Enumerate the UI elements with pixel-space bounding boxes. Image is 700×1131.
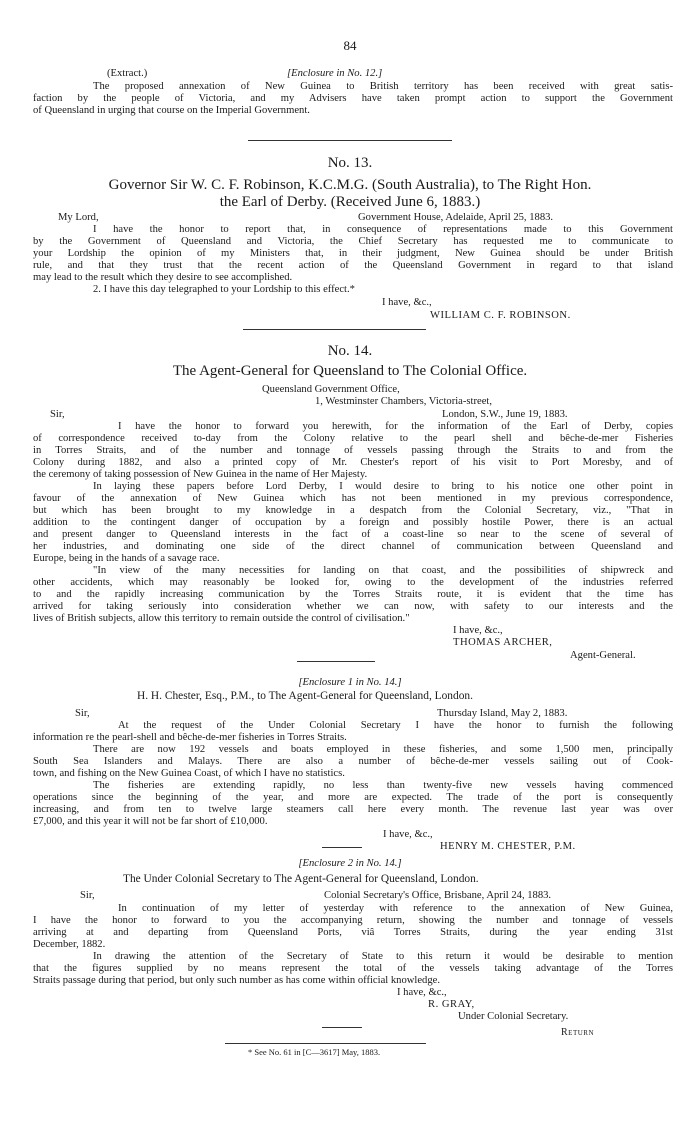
extract-line-2: faction by the people of Victoria, and my Advisers have taken prompt action to support the Government (33, 93, 673, 104)
no14-title: The Agent-General for Queensland to The Colonial Office. (172, 363, 528, 379)
no14-line-14: other accidents, which may reasonably be looked for, owing to the development of the industries referred (33, 577, 673, 588)
no13-line-3: your Lordship the opinion of my Ministers that, in their judgment, New Guinea should be under British (33, 248, 673, 259)
enc1-line-8: increasing, and from ten to twelve large steamers call here every month. The revenue last year was over (33, 804, 673, 815)
enc1-line-4: South Sea Islanders and Malays. There are also a number of bêche-de-mer vessels sailing out of Cook- (33, 756, 673, 767)
enc2-line-1: In continuation of my letter of yesterday with reference to the annexation of New Guinea, (118, 903, 673, 914)
catchword: Return (561, 1027, 595, 1038)
no13-line-4: rule, and that they trust that the recent action of the Queensland Government in regard to that island (33, 260, 673, 271)
no14-line-9: addition to the contingent danger of occupation by a foreign and possibly hostile Power, there is an actual (33, 517, 673, 528)
no14-line-15: to and the rapidly increasing communication by the Torres Straits route, it is evident that the time has (33, 589, 673, 600)
extract-line-3: of Queensland in urging that course on the Imperial Government. (33, 105, 310, 116)
divider (322, 1027, 362, 1028)
enc1-title: H. H. Chester, Esq., P.M., to The Agent-General for Queensland, London. (137, 690, 473, 702)
no14-line-17: lives of British subjects, allow this territory to remain outside the control of civilisation." (33, 613, 410, 624)
no14-address3: London, S.W., June 19, 1883. (442, 409, 568, 420)
enc2-title: The Under Colonial Secretary to The Agent-General for Queensland, London. (123, 873, 479, 885)
enc1-line-5: town, and fishing on the New Guinea Coast, of which I have no statistics. (33, 768, 345, 779)
no14-salutation: Sir, (50, 409, 65, 420)
no14-line-13: "In view of the many necessities for landing on that coast, and the possibilities of shipwreck and (93, 565, 673, 576)
no13-title-line1: Governor Sir W. C. F. Robinson, K.C.M.G. (South Australia), to The Right Hon. (108, 177, 592, 193)
no13-line-5: may lead to the result which they desire to see accomplished. (33, 272, 293, 283)
enc1-line-9: £7,000, and this year it will not be far short of £10,000. (33, 816, 268, 827)
enc2-closing: I have, &c., (397, 987, 447, 998)
no13-salutation: My Lord, (58, 212, 99, 223)
no14-address1: Queensland Government Office, (262, 384, 400, 395)
enc1-line-3: There are now 192 vessels and boats employed in these fisheries, and some 1,500 men, principally (93, 744, 673, 755)
footnote-rule (225, 1043, 426, 1044)
page-number: 84 (343, 38, 357, 53)
no14-line-2: of correspondence received to-day from the Colony relative to the pearl shell and bêche-de-mer Fisheries (33, 433, 673, 444)
no14-sig-title: Agent-General. (570, 650, 636, 661)
no13-address: Government House, Adelaide, April 25, 1883. (358, 212, 554, 223)
no13-signature: WILLIAM C. F. ROBINSON. (430, 310, 571, 321)
footnote: * See No. 61 in [C—3617] May, 1883. (248, 1047, 381, 1057)
divider (322, 847, 362, 848)
enc2-line-3: arriving at and departing from Queensland Ports, viâ Torres Straits, during the year ending 31st (33, 927, 673, 938)
enc2-enclosure: [Enclosure 2 in No. 14.] (298, 858, 402, 869)
enc1-line-2: information re the pearl-shell and bêche-de-mer fisheries in Torres Straits. (33, 732, 347, 743)
enc1-line-7: operations since the beginning of the year, and more are expected. The trade of the port is consequently (33, 792, 673, 803)
enc1-enclosure: [Enclosure 1 in No. 14.] (298, 677, 402, 688)
extract-enclosure: [Enclosure in No. 12.] (287, 68, 383, 79)
extract-label: (Extract.) (107, 68, 148, 79)
enc2-line-6: that the figures supplied by no means represent the total of the vessels taking advantage of the Torres (33, 963, 673, 974)
no14-address2: 1, Westminster Chambers, Victoria-street, (315, 396, 492, 407)
divider (243, 329, 426, 330)
no14-number: No. 14. (327, 343, 373, 359)
enc1-salutation: Sir, (75, 708, 90, 719)
no13-line-1: I have the honor to report that, in consequence of representations made to this Government (93, 224, 673, 235)
enc2-line-2: I have the honor to forward to you the accompanying return, showing the number and tonnage of vessels (33, 915, 673, 926)
no14-line-10: and present danger to Queensland interests in the fact of a coast-line so near to the scene of several of (33, 529, 673, 540)
no14-line-16: arrived for taking seriously into consideration whether we can now, with safety to our interests and the (33, 601, 673, 612)
no14-line-6: In laying these papers before Lord Derby, I would desire to bring to his notice one other point in (93, 481, 673, 492)
no14-line-7: favour of the annexation of New Guinea which has not been mentioned in my previous correspondence, (33, 493, 673, 504)
enc1-closing: I have, &c., (383, 829, 433, 840)
no13-line-2: by the Government of Queensland and Victoria, the Chief Secretary has requested me to communicate to (33, 236, 673, 247)
enc2-line-4: December, 1882. (33, 939, 106, 950)
enc2-signature: R. GRAY, (428, 999, 475, 1010)
enc1-signature: HENRY M. CHESTER, P.M. (440, 841, 576, 852)
enc2-salutation: Sir, (80, 890, 95, 901)
no14-line-5: the ceremony of taking possession of New Guinea in the name of Her Majesty. (33, 469, 368, 480)
enc2-sig-title: Under Colonial Secretary. (458, 1011, 569, 1022)
enc2-address: Colonial Secretary's Office, Brisbane, April 24, 1883. (324, 890, 552, 901)
no14-line-1: I have the honor to forward you herewith, for the information of the Earl of Derby, copies (118, 421, 673, 432)
no14-line-12: Europe, being in the hands of a savage race. (33, 553, 220, 564)
no14-line-8: but which has been brought to my knowledge in a despatch from the Colonial Secretary, viz., "That in (33, 505, 673, 516)
enc1-line-1: At the request of the Under Colonial Secretary I have the honor to furnish the following (118, 720, 673, 731)
no14-line-3: in Torres Straits, and of the number and tonnage of vessels passing through the Straits to and from the (33, 445, 673, 456)
no14-signature: THOMAS ARCHER, (453, 637, 553, 648)
divider (297, 661, 375, 662)
no13-line-6: 2. I have this day telegraphed to your Lordship to this effect.* (93, 284, 355, 295)
enc1-address: Thursday Island, May 2, 1883. (437, 708, 568, 719)
enc2-line-7: Straits passage during that period, but only such number as has come within official knowledge. (33, 975, 440, 986)
no13-number: No. 13. (327, 155, 373, 171)
extract-line-1: The proposed annexation of New Guinea to British territory has been received with great satis- (93, 81, 673, 92)
no14-line-11: her industries, and dominating one side of the direct channel of communication between Queensland and (33, 541, 673, 552)
no13-title-line2: the Earl of Derby. (Received June 6, 1883.) (219, 194, 481, 210)
no14-closing: I have, &c., (453, 625, 503, 636)
enc1-line-6: The fisheries are extending rapidly, no less than twenty-five new vessels having commenced (93, 780, 673, 791)
enc2-line-5: In drawing the attention of the Secretary of State to this return it would be desirable to mention (93, 951, 673, 962)
divider (248, 140, 452, 141)
no14-line-4: Colony during 1882, and also a printed copy of Mr. Chester's report of his visit to Port Moresby, and of (33, 457, 673, 468)
no13-closing: I have, &c., (382, 297, 432, 308)
